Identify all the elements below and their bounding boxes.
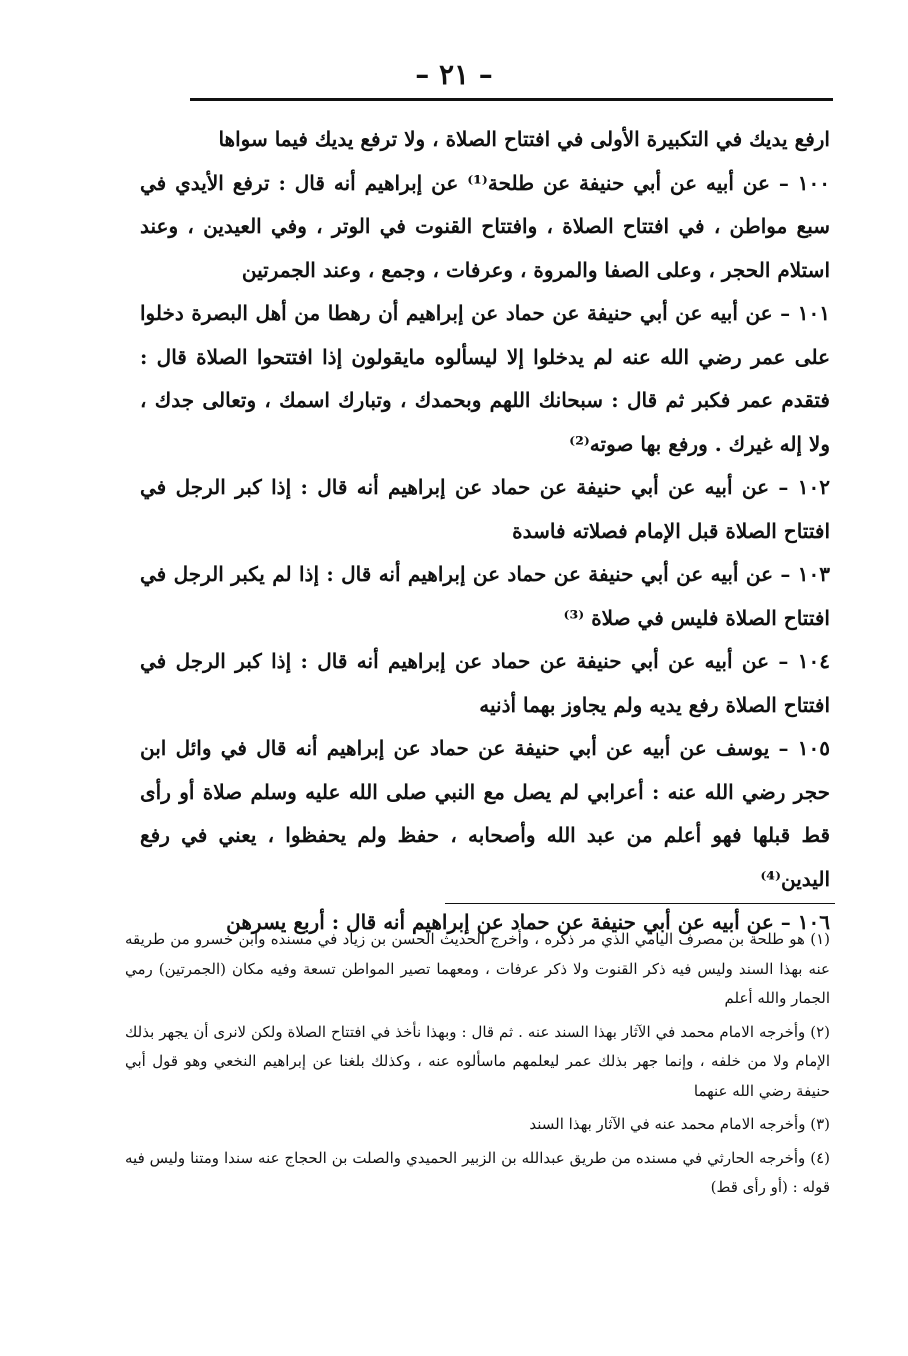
footnote-3: (٣) وأخرجه الامام محمد عنه في الآثار بهذا السند	[529, 1115, 830, 1133]
paragraph-103: ١٠٣ – عن أبيه عن أبي حنيفة عن حماد عن إبراهيم أنه قال : إذا لم يكبر الرجل في افتتاح الصلاة فليس في صلاة ⁽³⁾	[140, 562, 831, 630]
paragraph-104: ١٠٤ – عن أبيه عن أبي حنيفة عن حماد عن إبراهيم أنه قال : إذا كبر الرجل في افتتاح الصلاة رفع يديه ولم يجاوز بهما أذنيه	[140, 649, 830, 717]
footnote-rule	[445, 903, 835, 904]
page-number: – ٢١ –	[415, 58, 493, 91]
header-rule	[190, 98, 833, 101]
footnote-4: (٤) وأخرجه الحارثي في مسنده من طريق عبدالله بن الزبير الحميدي والصلت بن الحجاج عنه سندا ومتنا وليس فيه قوله : (أو رأى قط)	[125, 1148, 830, 1196]
paragraph-105: ١٠٥ – يوسف عن أبيه عن أبي حنيفة عن حماد عن إبراهيم أنه قال في وائل ابن حجر رضي الله عنه : أعرابي لم يصل مع النبي صلى الله عليه وسلم صلاة أو رأى قط قبلها فهو أعلم من عبد الله وأصحابه ، حفظ ولم يحفظوا ، يعني في رفع اليدين⁽⁴⁾	[140, 736, 830, 891]
paragraph-100: ١٠٠ – عن أبيه عن أبي حنيفة عن طلحة⁽¹⁾ عن إبراهيم أنه قال : ترفع الأيدي في سبع مواطن ، في افتتاح الصلاة ، وافتتاح القنوت في الوتر ، وفي العيدين ، وعند استلام الحجر ، وعلى الصفا والمروة ، وعرفات ، وجمع ، وعند الجمرتين	[140, 170, 830, 282]
paragraph-106: ١٠٦ – عن أبيه عن أبي حنيفة عن حماد عن إبراهيم أنه قال : أربع يسرهن	[226, 910, 830, 934]
main-text	[140, 118, 830, 945]
paragraph-intro: ارفع يديك في التكبيرة الأولى في افتتاح الصلاة ، ولا ترفع يديك فيما سواها	[218, 127, 830, 151]
footnote-2: (٢) وأخرجه الامام محمد في الآثار بهذا السند عنه . ثم قال : وبهذا نأخذ في افتتاح الصلاة ولكن لانرى أن يجهر بذلك الإمام ولا من خلفه ، وإنما جهر بذلك عمر ليعلمهم ماسألوه عنه ، وكذلك بلغنا عن إبراهيم النخعي وهو قول أبي حنيفة رضي الله عنهما	[125, 1022, 830, 1100]
paragraph-101: ١٠١ – عن أبيه عن أبي حنيفة عن حماد عن إبراهيم أن رهطا من أهل البصرة دخلوا على عمر رضي الله عنه لم يدخلوا إلا ليسألوه مايقولون إذا افتتحوا الصلاة قال : فتقدم عمر فكبر ثم قال : سبحانك اللهم وبحمدك ، وتبارك اسمك ، وتعالى جدك ، ولا إله غيرك . ورفع بها صوته⁽²⁾	[140, 301, 830, 456]
footnote-1: (١) هو طلحة بن مصرف اليامي الذي مر ذكره ، وأخرج الحديث الحسن بن زياد في مسنده وابن خسرو من طريقه عنه بهذا السند وليس فيه ذكر القنوت ولا ذكر عرفات ، ومعهما تصير المواطن تسعة وفيه مكان (الجمرتين) رمي الجمار والله أعلم	[125, 930, 830, 1007]
footnotes	[125, 925, 830, 1207]
paragraph-102: ١٠٢ – عن أبيه عن أبي حنيفة عن حماد عن إبراهيم أنه قال : إذا كبر الرجل في افتتاح الصلاة قبل الإمام فصلاته فاسدة	[140, 475, 830, 543]
